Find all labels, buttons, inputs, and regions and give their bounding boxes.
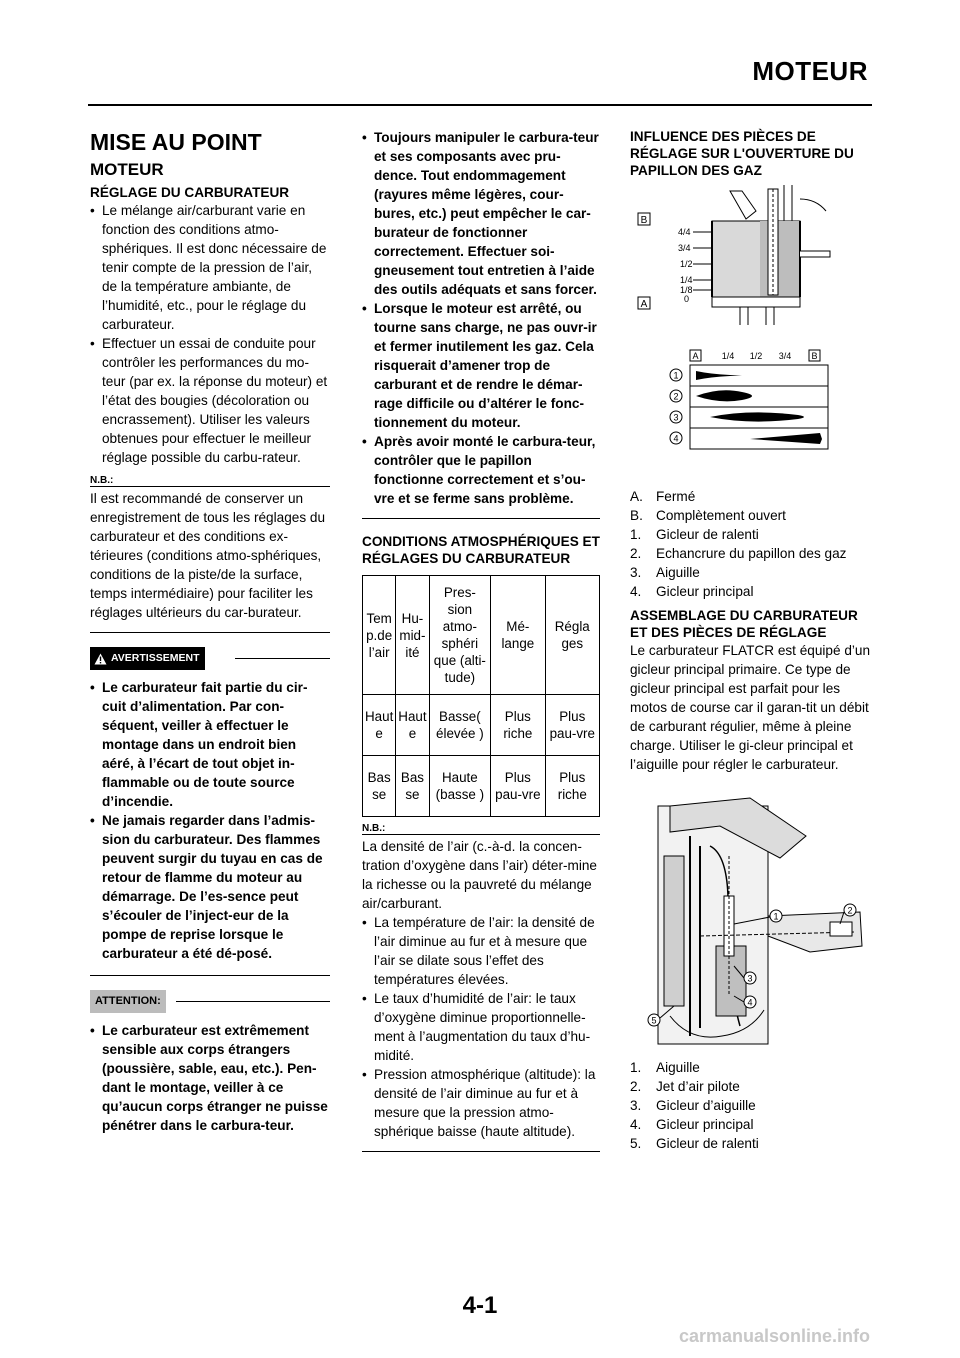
header-rule: [88, 104, 872, 106]
callout-number: 1: [773, 911, 779, 922]
list-item: • Le taux d’humidité de l’air: le taux d’oxygène diminue proportionnelle-ment à l’augmentation du taux d’hu-midité.: [362, 989, 600, 1065]
callout-number: 2: [847, 905, 853, 916]
warning-end-rule: [90, 975, 330, 976]
note-end-rule: [90, 632, 330, 633]
list-item: • Le mélange air/carburant varie en fonction des conditions atmo-sphériques. Il est donc nécessaire de tenir compte de la pression de l’air, de la température ambiante, de l’humidité, etc., pour le réglage du carburateur.: [90, 201, 330, 334]
scale-label: 1/8: [680, 285, 693, 295]
table-cell: Pres-sion atmo-sphéri que (alti-tude): [429, 576, 491, 695]
attention-header: [90, 990, 330, 1013]
diagram-legend-1: [630, 487, 872, 601]
attention-list-continued: [362, 128, 600, 508]
table-cell: Haut e: [363, 695, 396, 756]
warning-label: AVERTISSEMENT: [111, 652, 200, 664]
table-cell: Plus riche: [491, 695, 545, 756]
chart-label: B: [811, 351, 818, 361]
list-item: • Le carburateur fait partie du cir-cuit d’alimentation. Par con-séquent, veiller à effectuer le montage dans un endroit bien aéré, à l’écart de tout objet in-flammable ou de toute source d’incendie.: [90, 678, 330, 811]
conditions-table: [362, 575, 600, 817]
warning-list: [90, 678, 330, 963]
note-list: [362, 913, 600, 1141]
influence-heading: INFLUENCE DES PIÈCES DE RÉGLAGE SUR L'OUVERTURE DU PAPILLON DES GAZ: [630, 129, 854, 178]
warning-badge: [90, 647, 205, 670]
scale-label: 1/2: [680, 259, 693, 269]
list-item: • La température de l’air: la densité de l’air diminue au fur et à mesure que l’air se dilate sous l’effet des températures élevées.: [362, 913, 600, 989]
list-item: • Ne jamais regarder dans l’admis-sion du carburateur. Des flammes peuvent surgir du tuyau en cas de retour de flamme du moteur au démarrage. De l’es-sence peut s’écouler de l’inject-eur de la pompe de reprise lorsque le carburateur a été dé-posé.: [90, 811, 330, 963]
chart-label: A: [692, 351, 699, 361]
attention-badge: ATTENTION:: [90, 990, 166, 1013]
watermark: carmanualsonline.info: [678, 1326, 870, 1346]
note-label: N.B.:: [90, 475, 330, 487]
table-cell: Plus riche: [545, 756, 599, 817]
list-item: • Effectuer un essai de conduite pour contrôler les performances du mo-teur (par ex. la réponse du moteur) et l’état des bougies (décoloration ou encrassement). Utiliser les valeurs obtenues pour effectuer le meilleur réglage possible du carbu-rateur.: [90, 334, 330, 467]
callout-number: 4: [747, 997, 753, 1008]
table-cell: Tem p.de l’air: [363, 576, 396, 695]
list-item: • Le carburateur est extrêmement sensible aux corps étrangers (poussière, sable, eau, etc.). Pen-dant le montage, veiller à ce qu’aucun corps étranger ne puisse pénétrer dans le carbura-teur.: [90, 1021, 330, 1135]
note-label: N.B.:: [362, 823, 600, 835]
table-cell: Haut e: [396, 695, 429, 756]
attention-end-rule: [362, 518, 600, 519]
warning-header: [90, 647, 330, 670]
table-cell: Bas se: [363, 756, 396, 817]
list-item: • Pression atmosphérique (altitude): la densité de l’air diminue au fur et à mesure que la pression atmo-sphérique baisse (haute altitude).: [362, 1065, 600, 1141]
scale-label: 3/4: [678, 243, 691, 253]
assembly-heading: ASSEMBLAGE DU CARBURATEUR ET DES PIÈCES DE RÉGLAGE: [630, 608, 858, 640]
callout-number: 5: [651, 1015, 657, 1026]
adjusting-parts-effect-chart: [630, 349, 870, 467]
section-title: MISE AU POINT: [90, 129, 262, 155]
carburetor-cross-section-diagram: [630, 796, 870, 1048]
chart-label: 1/2: [749, 351, 763, 361]
legend-item: 2. Jet d’air pilote: [630, 1079, 740, 1094]
legend-item: 1. Aiguille: [630, 1060, 700, 1075]
table-cell: Hu-mid-ité: [396, 576, 429, 695]
assembly-text: Le carburateur FLATCR est équipé d’un gicleur principal primaire. Ce type de gicleur principal est parfait pour les motos de course car il garan-tit un débit de carburant régulier, même à pleine charge. Utiliser le gi-cleur principal et l’aiguille pour régler le carburateur.: [630, 643, 871, 772]
note-text: Il est recommandé de conserver un enregistrement de tous les réglages du carburateur et des conditions ex-térieures (conditions atmo-sphériques, conditions de la piste/de la surface, temps intermédiaire) pour faciliter les réglages ultérieurs du car-burateur.: [90, 491, 326, 620]
legend-item: 2. Echancrure du papillon des gaz: [630, 546, 847, 561]
warning-icon: [94, 653, 107, 665]
legend-item: 4. Gicleur principal: [630, 1117, 754, 1132]
list-item: • Après avoir monté le carbura-teur, contrôler que le papillon fonctionne correctement et s’ou-vre et se ferme sans problème.: [362, 432, 600, 508]
table-row: [363, 695, 600, 756]
table-row: [363, 756, 600, 817]
carb-adjust-list: [90, 201, 330, 467]
attention-list: [90, 1021, 330, 1135]
legend-item: B. Complètement ouvert: [630, 508, 786, 523]
scale-label: 4/4: [678, 227, 691, 237]
legend-item: 5. Gicleur de ralenti: [630, 1136, 759, 1151]
list-item: • Lorsque le moteur est arrêté, ou tourne sans charge, ne pas ouvr-ir et fermer inutilement les gaz. Cela risquerait d’amener trop de carburant et de rendre le démar-rage difficile ou d’altérer le fonc-tionnement du moteur.: [362, 299, 600, 432]
table-cell: Haute (basse ): [429, 756, 491, 817]
scale-label: 1/4: [680, 275, 693, 285]
chart-label: 1/4: [721, 351, 735, 361]
conditions-heading: CONDITIONS ATMOSPHÉRIQUES ET RÉGLAGES DU CARBURATEUR: [362, 534, 600, 566]
legend-item: 1. Gicleur de ralenti: [630, 527, 759, 542]
row-number: 3: [673, 412, 679, 423]
table-cell: Plus pau-vre: [545, 695, 599, 756]
table-cell: Mé-lange: [491, 576, 545, 695]
diagram-legend-2: [630, 1058, 872, 1153]
table-cell: Bas se: [396, 756, 429, 817]
scale-label: 0: [684, 294, 690, 304]
subsection-title: MOTEUR: [90, 160, 164, 179]
table-cell: Régla ges: [545, 576, 599, 695]
chart-label: 3/4: [778, 351, 792, 361]
callout-number: 3: [747, 973, 753, 984]
column-3: [630, 128, 872, 1153]
page-header-title: MOTEUR: [752, 56, 868, 86]
list-item: • Toujours manipuler le carbura-teur et ses composants avec pru-dence. Tout endommagement (rayures même légères, cour-bures, etc.) peut empêcher le car-burateur de fonctionner correctement. Effectuer soi-gneusement tout entretien à l’aide des outils adéquats et sans forcer.: [362, 128, 600, 299]
label-a: A: [640, 299, 648, 310]
table-header-row: [363, 576, 600, 695]
row-number: 1: [673, 370, 679, 381]
table-cell: Basse( élevée ): [429, 695, 491, 756]
row-number: 2: [673, 391, 679, 402]
column-2: [362, 128, 600, 1162]
legend-item: 4. Gicleur principal: [630, 584, 754, 599]
column-1: [90, 128, 330, 1135]
legend-item: 3. Aiguille: [630, 565, 700, 580]
carb-adjust-heading: RÉGLAGE DU CARBURATEUR: [90, 185, 290, 200]
table-cell: Plus pau-vre: [491, 756, 545, 817]
note-text: La densité de l’air (c.-à-d. la concen-tration d’oxygène dans l’air) déter-mine la richesse ou la pauvreté du mélange air/carburant.: [362, 839, 597, 911]
legend-item: 3. Gicleur d’aiguille: [630, 1098, 756, 1113]
label-b: B: [640, 215, 648, 226]
note-end-rule: [362, 1151, 600, 1152]
legend-item: A. Fermé: [630, 489, 696, 504]
throttle-opening-diagram: [630, 185, 870, 325]
page-number: 4-1: [462, 1292, 498, 1319]
row-number: 4: [673, 433, 679, 444]
